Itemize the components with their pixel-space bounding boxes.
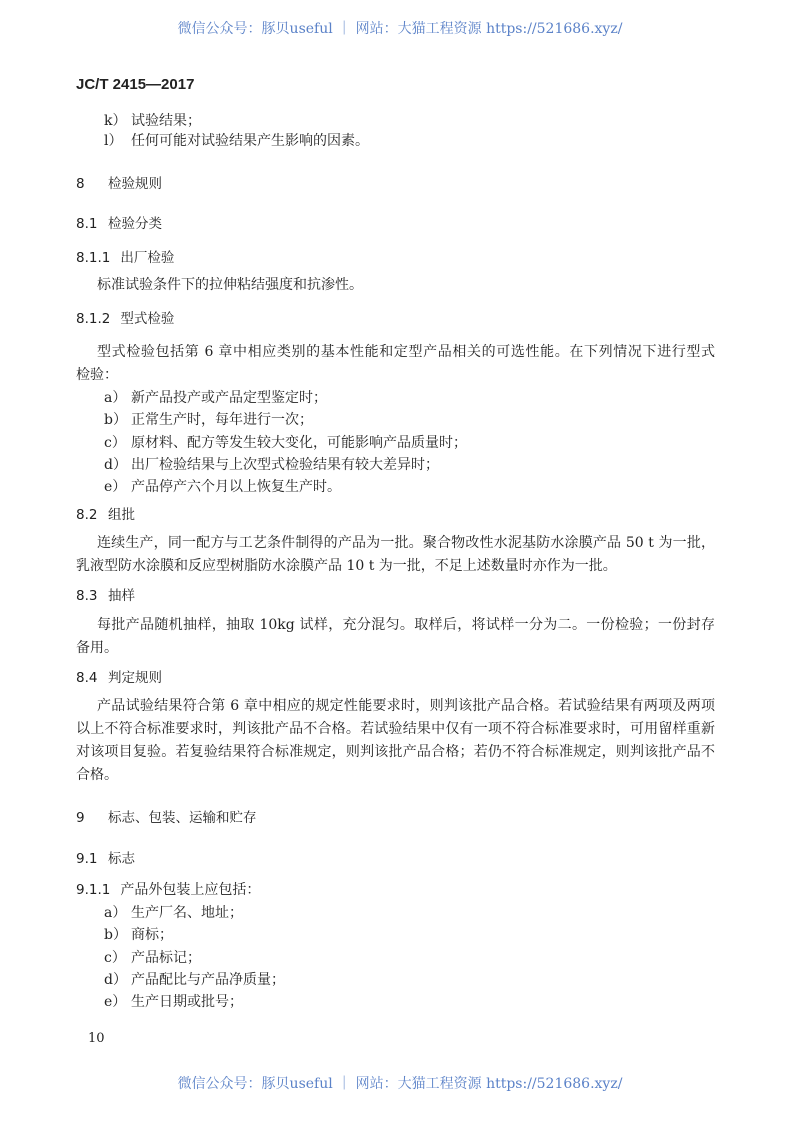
watermark-bottom: 微信公众号：豚贝useful ｜ 网站：大猫工程资源 https://521686.xyz/	[177, 1076, 623, 1092]
list-item: a） 新产品投产或产品定型鉴定时；	[104, 390, 327, 406]
paragraph-line: 型式检验包括第 6 章中相应类别的基本性能和定型产品相关的可选性能。在下列情况下进行型式	[97, 344, 715, 360]
section-heading-9: 9 标志、包装、运输和贮存	[76, 810, 257, 826]
list-item: l） 任何可能对试验结果产生影响的因素。	[104, 133, 369, 149]
list-item: d） 产品配比与产品净质量；	[104, 972, 285, 988]
paragraph-line: 以上不符合标准要求时，判该批产品不合格。若试验结果中仅有一项不符合标准要求时，可用留样重新	[76, 721, 715, 737]
paragraph-line: 合格。	[76, 767, 118, 783]
watermark-top: 微信公众号：豚贝useful ｜ 网站：大猫工程资源 https://521686.xyz/	[177, 21, 623, 37]
section-heading-8-1-2: 8.1.2 型式检验	[76, 311, 175, 327]
list-item: e） 产品停产六个月以上恢复生产时。	[104, 479, 341, 495]
section-heading-9-1: 9.1 标志	[76, 851, 135, 867]
section-heading-8-1: 8.1 检验分类	[76, 216, 162, 232]
paragraph-line: 备用。	[76, 640, 118, 656]
list-item: k） 试验结果；	[104, 113, 201, 129]
section-heading-8-3: 8.3 抽样	[76, 588, 135, 604]
section-heading-8-1-1: 8.1.1 出厂检验	[76, 250, 175, 266]
paragraph-line: 产品试验结果符合第 6 章中相应的规定性能要求时，则判该批产品合格。若试验结果有两项及两项	[97, 698, 715, 714]
paragraph-line: 对该项目复验。若复验结果符合标准规定，则判该批产品合格；若仍不符合标准规定，则判该批产品不	[76, 744, 715, 760]
list-item: d） 出厂检验结果与上次型式检验结果有较大差异时；	[104, 457, 439, 473]
clause-9-1-1: 9.1.1 产品外包装上应包括：	[76, 882, 261, 898]
section-heading-8-2: 8.2 组批	[76, 507, 135, 523]
section-heading-8: 8 检验规则	[76, 176, 162, 192]
list-item: c） 原材料、配方等发生较大变化，可能影响产品质量时；	[104, 435, 467, 451]
list-item: a） 生产厂名、地址；	[104, 905, 243, 921]
document-code: JC/T 2415—2017	[76, 76, 195, 93]
paragraph-line: 连续生产，同一配方与工艺条件制得的产品为一批。聚合物改性水泥基防水涂膜产品 50 t 为一批，	[97, 535, 715, 551]
page-number: 10	[88, 1031, 105, 1046]
paragraph: 标准试验条件下的拉伸粘结强度和抗渗性。	[97, 277, 363, 293]
paragraph-line: 检验：	[76, 367, 118, 383]
list-item: e） 生产日期或批号；	[104, 994, 243, 1010]
list-item: b） 商标；	[104, 927, 173, 943]
paragraph-line: 每批产品随机抽样，抽取 10kg 试样，充分混匀。取样后，将试样一分为二。一份检验；一份封存	[97, 617, 715, 633]
list-item: c） 产品标记；	[104, 950, 201, 966]
list-item: b） 正常生产时，每年进行一次；	[104, 412, 313, 428]
paragraph-line: 乳液型防水涂膜和反应型树脂防水涂膜产品 10 t 为一批，不足上述数量时亦作为一批。	[76, 558, 617, 574]
section-heading-8-4: 8.4 判定规则	[76, 670, 162, 686]
